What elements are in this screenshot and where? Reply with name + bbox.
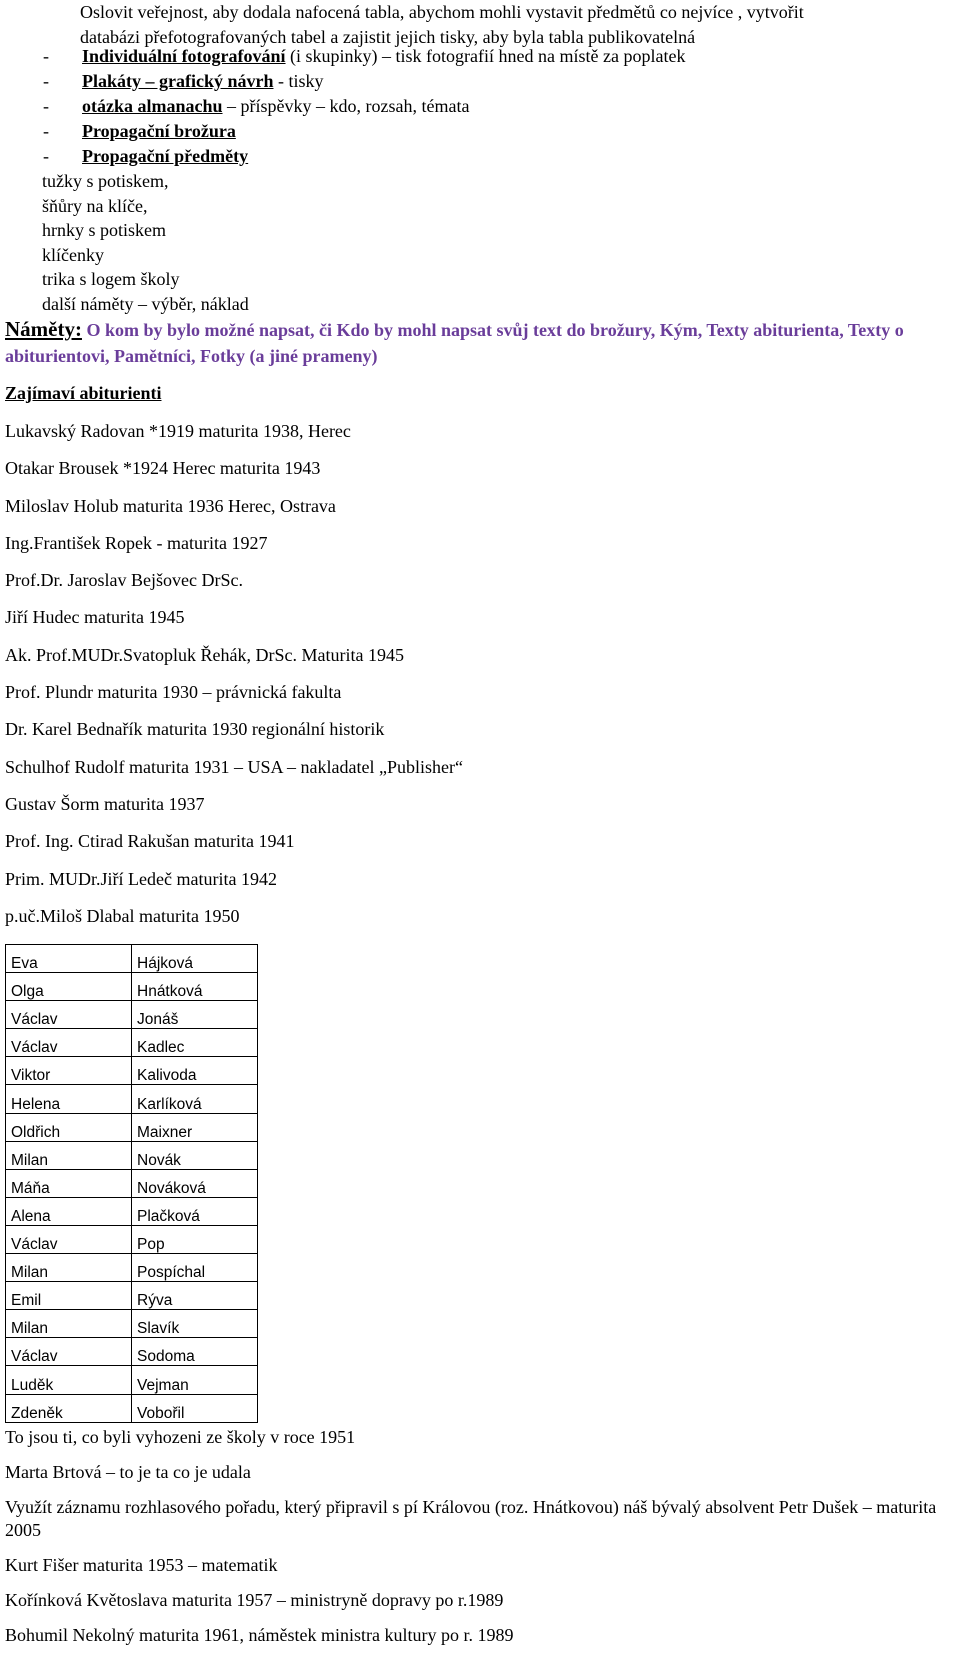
- dash-item-promo-items: [5, 144, 905, 169]
- dash-marker: -: [43, 71, 49, 91]
- note-line: Marta Brtová – to je ta co je udala: [5, 1462, 251, 1482]
- promo-item: trika s logem školy: [42, 269, 180, 289]
- last-name-cell: Sodoma: [132, 1338, 258, 1366]
- topics-paragraph: [5, 316, 945, 369]
- last-name-cell: Vobořil: [132, 1394, 258, 1422]
- graduate-entry: Lukavský Radovan *1919 maturita 1938, Herec: [5, 421, 351, 441]
- first-name-cell: Václav: [6, 1001, 132, 1029]
- graduate-entry: Jiří Hudec maturita 1945: [5, 607, 185, 628]
- dash-item-almanac: [5, 94, 905, 119]
- section-heading-interesting-graduates: Zajímaví abiturienti: [5, 383, 162, 403]
- table-row: [6, 1338, 258, 1366]
- table-row: [6, 1225, 258, 1253]
- last-name-cell: Maixner: [132, 1113, 258, 1141]
- first-name-cell: Alena: [6, 1197, 132, 1225]
- dash-list: [5, 44, 905, 169]
- dash-item-text: - tisky: [273, 71, 324, 91]
- first-name-cell: Václav: [6, 1225, 132, 1253]
- table-row: [6, 1085, 258, 1113]
- table-row: [6, 1197, 258, 1225]
- table-row: [6, 1057, 258, 1085]
- graduate-entry: p.uč.Miloš Dlabal maturita 1950: [5, 905, 240, 926]
- first-name-cell: Milan: [6, 1310, 132, 1338]
- last-name-cell: Jonáš: [132, 1001, 258, 1029]
- first-name-cell: Zdeněk: [6, 1394, 132, 1422]
- dash-item-label: Plakáty – grafický návrh: [82, 71, 274, 91]
- dash-marker: -: [43, 96, 49, 116]
- table-row: [6, 1366, 258, 1394]
- last-name-cell: Kalivoda: [132, 1057, 258, 1085]
- last-name-cell: Vejman: [132, 1366, 258, 1394]
- table-row: [6, 973, 258, 1001]
- graduate-entry: Ak. Prof.MUDr.Svatopluk Řehák, DrSc. Maturita 1945: [5, 644, 404, 665]
- first-name-cell: Oldřich: [6, 1113, 132, 1141]
- promo-item: tužky s potiskem,: [42, 171, 169, 191]
- dash-item-label: Propagační předměty: [82, 146, 249, 166]
- intro-line-2: databázi přefotografovaných tabel a zajistit jejich tisky, aby byla tabla publikovatelná: [80, 27, 696, 47]
- last-name-cell: Novák: [132, 1141, 258, 1169]
- dash-item-brochure: [5, 119, 905, 144]
- graduates-list: [5, 419, 463, 941]
- first-name-cell: Emil: [6, 1282, 132, 1310]
- promo-items-list: [42, 169, 249, 316]
- first-name-cell: Eva: [6, 945, 132, 973]
- topics-text: O kom by bylo možné napsat, či Kdo by mohl napsat svůj text do brožury, Kým, Texty abiturienta, Texty o abiturientovi, Pamětníci, Fotky (a jiné prameny): [5, 320, 904, 366]
- table-row: [6, 1310, 258, 1338]
- graduate-entry: Prof. Plundr maturita 1930 – právnická fakulta: [5, 682, 342, 703]
- last-name-cell: Hájková: [132, 945, 258, 973]
- dash-marker: -: [43, 46, 49, 66]
- table-row: [6, 1282, 258, 1310]
- expelled-students-table: [5, 944, 258, 1423]
- first-name-cell: Václav: [6, 1338, 132, 1366]
- first-name-cell: Milan: [6, 1254, 132, 1282]
- first-name-cell: Luděk: [6, 1366, 132, 1394]
- first-name-cell: Milan: [6, 1141, 132, 1169]
- table-row: [6, 1001, 258, 1029]
- graduate-entry: Prof.Dr. Jaroslav Bejšovec DrSc.: [5, 570, 243, 591]
- table-row: [6, 1029, 258, 1057]
- graduate-entry: Dr. Karel Bednařík maturita 1930 regionální historik: [5, 719, 385, 740]
- intro-paragraph: [80, 0, 940, 50]
- last-name-cell: Nováková: [132, 1169, 258, 1197]
- promo-item: klíčenky: [42, 244, 104, 265]
- last-name-cell: Slavík: [132, 1310, 258, 1338]
- table-row: [6, 1394, 258, 1422]
- note-line: To jsou ti, co byli vyhozeni ze školy v roce 1951: [5, 1427, 356, 1447]
- table-row: [6, 945, 258, 973]
- first-name-cell: Viktor: [6, 1057, 132, 1085]
- last-name-cell: Karlíková: [132, 1085, 258, 1113]
- graduate-entry: Ing.František Ropek - maturita 1927: [5, 532, 268, 553]
- last-name-cell: Pospíchal: [132, 1254, 258, 1282]
- graduate-entry: Otakar Brousek *1924 Herec maturita 1943: [5, 458, 321, 479]
- dash-item-text: (i skupinky) – tisk fotografií hned na místě za poplatek: [285, 46, 686, 66]
- first-name-cell: Olga: [6, 973, 132, 1001]
- promo-item: další náměty – výběr, náklad: [42, 293, 249, 314]
- dash-marker: -: [43, 146, 49, 166]
- last-name-cell: Kadlec: [132, 1029, 258, 1057]
- dash-marker: -: [43, 121, 49, 141]
- graduate-entry: Prim. MUDr.Jiří Ledeč maturita 1942: [5, 868, 277, 889]
- dash-item-label: otázka almanachu: [82, 96, 223, 116]
- dash-item-text: – příspěvky – kdo, rozsah, témata: [222, 96, 470, 116]
- last-name-cell: Pop: [132, 1225, 258, 1253]
- intro-line-1: Oslovit veřejnost, aby dodala nafocená tabla, abychom mohli vystavit předmětů co nejvíce , vytvořit: [80, 2, 804, 22]
- note-line: Kurt Fišer maturita 1953 – matematik: [5, 1555, 278, 1575]
- note-line: Kořínková Květoslava maturita 1957 – ministryně dopravy po r.1989: [5, 1590, 504, 1610]
- first-name-cell: Máňa: [6, 1169, 132, 1197]
- promo-item: hrnky s potiskem: [42, 220, 166, 240]
- table-row: [6, 1254, 258, 1282]
- dash-item-posters: [5, 69, 905, 94]
- promo-item: šňůry na klíče,: [42, 195, 148, 216]
- dash-item-label: Individuální fotografování: [82, 46, 286, 66]
- closing-notes: [5, 1426, 955, 1659]
- note-line: Využít záznamu rozhlasového pořadu, který připravil s pí Královou (roz. Hnátkovou) náš bývalý absolvent Petr Dušek – maturita 2005: [5, 1497, 937, 1540]
- table-row: [6, 1169, 258, 1197]
- last-name-cell: Hnátková: [132, 973, 258, 1001]
- note-line: Bohumil Nekolný maturita 1961, náměstek ministra kultury po r. 1989: [5, 1625, 514, 1645]
- table-row: [6, 1141, 258, 1169]
- graduate-entry: Schulhof Rudolf maturita 1931 – USA – nakladatel „Publisher“: [5, 756, 463, 777]
- graduate-entry: Prof. Ing. Ctirad Rakušan maturita 1941: [5, 831, 295, 852]
- last-name-cell: Rýva: [132, 1282, 258, 1310]
- graduate-entry: Gustav Šorm maturita 1937: [5, 793, 205, 814]
- dash-item-label: Propagační brožura: [82, 121, 236, 141]
- first-name-cell: Helena: [6, 1085, 132, 1113]
- graduate-entry: Miloslav Holub maturita 1936 Herec, Ostrava: [5, 495, 336, 516]
- dash-item-photography: [5, 44, 905, 69]
- last-name-cell: Plačková: [132, 1197, 258, 1225]
- table-row: [6, 1113, 258, 1141]
- topics-label: Náměty:: [5, 317, 82, 341]
- first-name-cell: Václav: [6, 1029, 132, 1057]
